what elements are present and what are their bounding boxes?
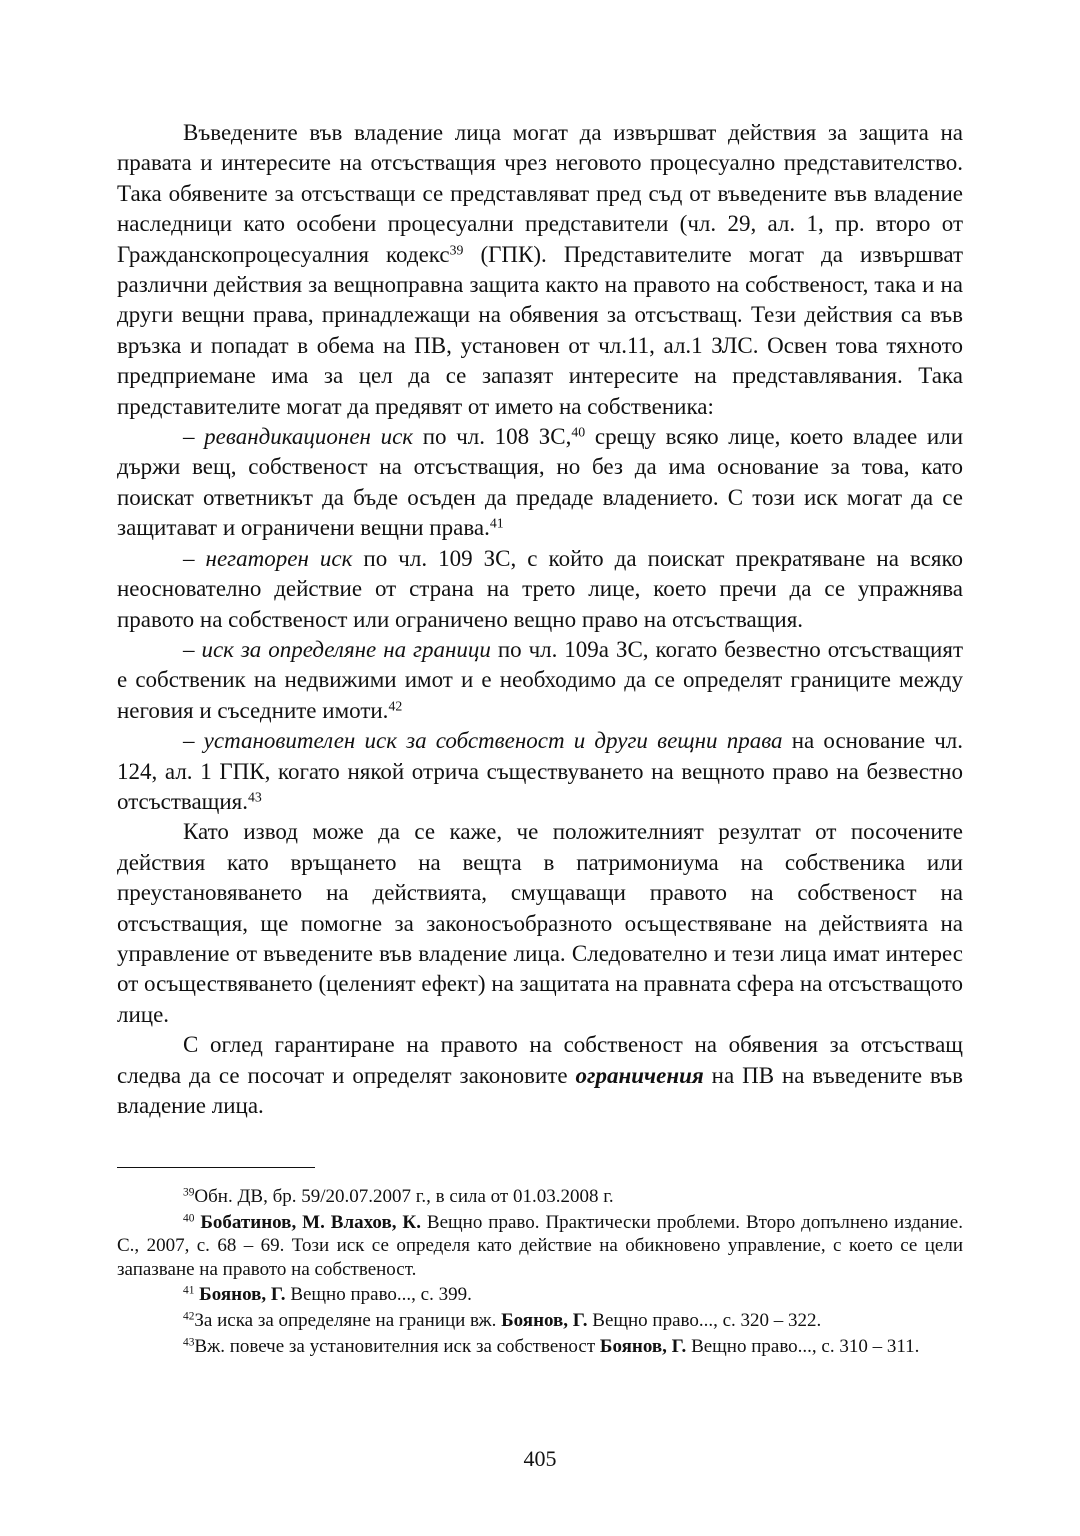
paragraph-text: по чл. 108 ЗС,	[413, 424, 572, 450]
footnote-separator	[117, 1167, 315, 1168]
paragraph-conclusion	[117, 817, 963, 1030]
footnote-text: Вещно право..., с. 320 – 322.	[587, 1309, 822, 1331]
list-dash: –	[183, 424, 205, 450]
footnote-39	[117, 1185, 963, 1209]
paragraph-limitations	[117, 1030, 963, 1121]
footnote-number: 39	[183, 1186, 195, 1199]
footnote-text: Вещно право. Практически проблеми. Второ допълнено издание. С., 2007, с. 68 – 69. Този иск се определя като действие на обикновено управление, с което се цели запазване на правото на собственост.	[117, 1211, 963, 1280]
footnote-number: 42	[183, 1310, 195, 1323]
footnote-number: 43	[183, 1336, 195, 1349]
list-dash: –	[183, 545, 206, 571]
paragraph-negatory	[117, 544, 963, 635]
footnote-43	[117, 1335, 963, 1359]
body-text	[117, 118, 963, 1121]
footnotes	[117, 1185, 963, 1360]
list-dash: –	[183, 728, 204, 754]
footnote-text: Вещно право..., с. 399.	[285, 1284, 472, 1306]
footnote-ref-43: 43	[248, 789, 262, 805]
claim-term: установителен иск за собственост и други вещни права	[203, 728, 783, 754]
paragraph-text: Въведените във владение лица могат да извършват действия за защита на правата и интересите на отсъстващия чрез неговото процесуално представителство. Така обявените за отсъстващи се представляват пред съд от въведените във владение наследници като особени процесуални представители (чл. 29, ал. 1, пр. второ от Гражданскопроцесуалния кодекс	[117, 120, 963, 267]
footnote-ref-42: 42	[388, 698, 403, 714]
footnote-41	[117, 1283, 963, 1307]
claim-term: иск за определяне на граници	[201, 636, 491, 662]
footnote-author: Боянов, Г.	[599, 1335, 687, 1357]
footnote-text: Вещно право..., с. 310 – 311.	[686, 1335, 920, 1357]
footnote-ref-39: 39	[449, 242, 464, 258]
paragraph-revindication	[117, 422, 963, 544]
footnote-number: 40	[183, 1212, 195, 1225]
paragraph-text: на ПВ на въведените във владение лица.	[117, 1062, 963, 1118]
footnote-ref-41: 41	[489, 515, 504, 531]
page-number: 405	[523, 1446, 557, 1471]
claim-term: ревандикационен иск	[204, 424, 414, 450]
footnote-text: Обн. ДВ, бр. 59/20.07.2007 г., в сила от 01.03.2008 г.	[194, 1186, 614, 1207]
paragraph-text: срещу всяко лице, което владее или държи вещ, собственост на отсъстващия, но без да има основание за това, като поискат ответникът да бъде осъден да предаде владението. С този иск могат да се защитават и ограничени вещни права.	[117, 424, 964, 541]
footnote-author: Бобатинов, М. Влахов, К.	[200, 1211, 421, 1233]
footnote-number: 41	[183, 1285, 195, 1298]
footnote-pre: Вж. повече за установителния иск за собственост	[194, 1335, 600, 1357]
paragraph-declaratory	[117, 726, 963, 817]
paragraph-text: Като извод може да се каже, че положителният резултат от посочените действия като връщането на вещта в патримониума на собственика или преустановяването на действията, смущаващи правото на собственост на отсъстващия, ще помогне за законосъобразното осъществяване на действията на управление от въведените във владение лица. Следователно и тези лица имат интерес от осъществяването (целеният ефект) на защитата на правната сфера на отсъстващото лице.	[117, 819, 963, 1027]
footnote-author: Боянов, Г.	[199, 1284, 286, 1306]
footnote-author: Боянов, Г.	[501, 1309, 588, 1331]
claim-term: негаторен иск	[205, 545, 353, 571]
list-dash: –	[183, 636, 202, 662]
paragraph-text: на основание чл. 124, ал. 1 ГПК, когато някой отрича съществуването на вещното право на безвестно отсъстващия.	[117, 728, 964, 814]
paragraph-boundaries	[117, 635, 963, 726]
paragraph-text: С оглед гарантиране на правото на собственост на обявения за отсъстващ следва да се посочат и определят законовите	[117, 1032, 963, 1088]
footnote-pre: За иска за определяне на граници вж.	[194, 1309, 502, 1331]
paragraph-text: по чл. 109 ЗС, с който да поискат прекратяване на всяко неоснователно действие от страна на трето лице, което пречи да се упражнява правото на собственост или ограничено вещно право на отсъстващия.	[117, 545, 964, 632]
footnote-ref-40: 40	[571, 424, 586, 440]
limitations-term: ограничения	[575, 1062, 704, 1088]
footnote-42	[117, 1309, 963, 1333]
paragraph-text: (ГПК). Представителите могат да извършват различни действия за вещноправна защита както на правото на собственост, така и на други вещни права, принадлежащи на обявения за отсъстващ. Тези действия са във връзка и попадат в обема на ПВ, установен от чл.11, ал.1 ЗЛС. Освен това тяхното предприемане има за цел да се запазят интересите на представлявания. Така представителите могат да предявят от името на собственика:	[117, 241, 964, 419]
paragraph-text: по чл. 109а ЗС, когато безвестно отсъстващият е собственик на недвижими имот и е необходимо да се определят границите между неговия и съседните имоти.	[117, 636, 964, 723]
footnote-40	[117, 1211, 963, 1282]
paragraph-1	[117, 118, 963, 422]
